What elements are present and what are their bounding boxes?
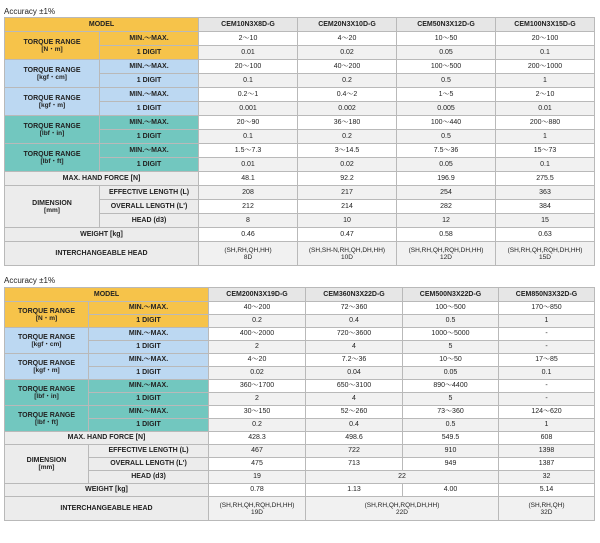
- torque-range-nm: TORQUE RANGE [N・m]: [5, 302, 89, 328]
- value-cell: 0.01: [199, 46, 298, 60]
- model-name: CEM20N3X10D-G: [298, 18, 397, 32]
- table-row: [5, 354, 595, 367]
- table-row: [5, 432, 595, 445]
- value-cell: 0.1: [199, 74, 298, 88]
- effective-length-label: EFFECTIVE LENGTH (L): [89, 445, 209, 458]
- value-cell: 0.05: [403, 367, 499, 380]
- value-cell: 384: [496, 200, 595, 214]
- value-cell: 0.002: [298, 102, 397, 116]
- interchangeable-cell: (SH,RH,QH,RQH,DH,HH) 15D: [496, 242, 595, 266]
- torque-range-kgfm: TORQUE RANGE [kgf・m]: [5, 354, 89, 380]
- digit-label: 1 DIGIT: [89, 419, 209, 432]
- model-name: CEM200N3X19D-G: [209, 288, 306, 302]
- table-row: [5, 88, 595, 102]
- value-cell: 10: [298, 214, 397, 228]
- value-cell: 5: [403, 393, 499, 406]
- value-cell: 4.00: [403, 484, 499, 497]
- digit-label: 1 DIGIT: [89, 393, 209, 406]
- value-cell: 1387: [499, 458, 595, 471]
- table-row: [5, 419, 595, 432]
- digit-label: 1 DIGIT: [100, 158, 199, 172]
- value-cell: 1.5～7.3: [199, 144, 298, 158]
- table-row: [5, 116, 595, 130]
- value-cell: 650～3100: [306, 380, 403, 393]
- min-max-label: MIN.～MAX.: [89, 406, 209, 419]
- value-cell: 400～2000: [209, 328, 306, 341]
- weight-label: WEIGHT [kg]: [5, 228, 199, 242]
- value-cell: 0.2: [209, 419, 306, 432]
- value-cell: 217: [298, 186, 397, 200]
- table-row: [5, 242, 595, 266]
- value-cell: 0.1: [199, 130, 298, 144]
- value-cell: 0.4: [306, 419, 403, 432]
- value-cell: 0.05: [397, 46, 496, 60]
- torque-range-lbfft: TORQUE RANGE [lbf・ft]: [5, 144, 100, 172]
- value-cell: 36～180: [298, 116, 397, 130]
- torque-range-nm: TORQUE RANGE [N・m]: [5, 32, 100, 60]
- value-cell: 0.47: [298, 228, 397, 242]
- max-hand-force-label: MAX. HAND FORCE [N]: [5, 172, 199, 186]
- value-cell: 100～440: [397, 116, 496, 130]
- table-row: [5, 302, 595, 315]
- value-cell: 20～100: [199, 60, 298, 74]
- min-max-label: MIN.～MAX.: [89, 380, 209, 393]
- value-cell: 124～620: [499, 406, 595, 419]
- value-cell: 0.78: [209, 484, 306, 497]
- spec-table-2: [4, 287, 595, 521]
- value-cell: 890～4400: [403, 380, 499, 393]
- value-cell: 72～360: [306, 302, 403, 315]
- model-name: CEM100N3X15D-G: [496, 18, 595, 32]
- digit-label: 1 DIGIT: [100, 130, 199, 144]
- digit-label: 1 DIGIT: [89, 315, 209, 328]
- value-cell: 8: [199, 214, 298, 228]
- value-cell: 15～73: [496, 144, 595, 158]
- table-row: [5, 471, 595, 484]
- digit-label: 1 DIGIT: [89, 367, 209, 380]
- value-cell: 4: [306, 341, 403, 354]
- interchangeable-head-label: INTERCHANGEABLE HEAD: [5, 497, 209, 521]
- table-row: [5, 228, 595, 242]
- min-max-label: MIN.～MAX.: [100, 88, 199, 102]
- torque-range-lbfin: TORQUE RANGE [lbf・in]: [5, 116, 100, 144]
- value-cell: 100～500: [403, 302, 499, 315]
- value-cell: 0.58: [397, 228, 496, 242]
- torque-range-lbfft: TORQUE RANGE [lbf・ft]: [5, 406, 89, 432]
- value-cell: 608: [499, 432, 595, 445]
- digit-label: 1 DIGIT: [100, 46, 199, 60]
- torque-range-lbfin: TORQUE RANGE [lbf・in]: [5, 380, 89, 406]
- value-cell: 2: [209, 393, 306, 406]
- value-cell: 1.13: [306, 484, 403, 497]
- value-cell: -: [499, 341, 595, 354]
- value-cell: 12: [397, 214, 496, 228]
- torque-range-kgfcm: TORQUE RANGE [kgf・cm]: [5, 328, 89, 354]
- dimension-label: DIMENSION [mm]: [5, 445, 89, 484]
- value-cell: -: [499, 380, 595, 393]
- model-name: CEM360N3X22D-G: [306, 288, 403, 302]
- value-cell: 0.5: [397, 74, 496, 88]
- table-row: [5, 380, 595, 393]
- model-name: CEM10N3X8D-G: [199, 18, 298, 32]
- value-cell: 1: [496, 74, 595, 88]
- min-max-label: MIN.～MAX.: [100, 60, 199, 74]
- value-cell: 720～3600: [306, 328, 403, 341]
- value-cell: 713: [306, 458, 403, 471]
- value-cell: 722: [306, 445, 403, 458]
- interchangeable-cell: (SH,RH,QH,HH) 8D: [199, 242, 298, 266]
- value-cell: 498.6: [306, 432, 403, 445]
- value-cell: 92.2: [298, 172, 397, 186]
- table-row: [5, 18, 595, 32]
- value-cell: 100～500: [397, 60, 496, 74]
- value-cell: 360～1700: [209, 380, 306, 393]
- value-cell: 10～50: [397, 32, 496, 46]
- table-row: [5, 497, 595, 521]
- value-cell: 0.04: [306, 367, 403, 380]
- min-max-label: MIN.～MAX.: [100, 144, 199, 158]
- value-cell: 0.02: [298, 46, 397, 60]
- value-cell: 15: [496, 214, 595, 228]
- value-cell: 1000～5000: [403, 328, 499, 341]
- value-cell: 40～200: [209, 302, 306, 315]
- value-cell: 0.2: [209, 315, 306, 328]
- value-cell: 949: [403, 458, 499, 471]
- min-max-label: MIN.～MAX.: [89, 328, 209, 341]
- value-cell: 4: [306, 393, 403, 406]
- value-cell: 73～360: [403, 406, 499, 419]
- min-max-label: MIN.～MAX.: [100, 32, 199, 46]
- table-row: [5, 32, 595, 46]
- interchangeable-cell: (SH,SH-N,RH,QH,DH,HH) 10D: [298, 242, 397, 266]
- table-row: [5, 367, 595, 380]
- value-cell: 910: [403, 445, 499, 458]
- table-row: [5, 484, 595, 497]
- value-cell: 32: [499, 471, 595, 484]
- value-cell: 275.5: [496, 172, 595, 186]
- interchangeable-cell: (SH,RH,QH,RQH,DH,HH) 22D: [306, 497, 499, 521]
- value-cell: 1: [496, 130, 595, 144]
- value-cell: 0.46: [199, 228, 298, 242]
- value-cell: 52～260: [306, 406, 403, 419]
- value-cell: 1: [499, 419, 595, 432]
- value-cell: 0.63: [496, 228, 595, 242]
- value-cell: 196.9: [397, 172, 496, 186]
- model-name: CEM500N3X22D-G: [403, 288, 499, 302]
- max-hand-force-label: MAX. HAND FORCE [N]: [5, 432, 209, 445]
- value-cell: 1398: [499, 445, 595, 458]
- value-cell: 0.2～1: [199, 88, 298, 102]
- accuracy-label-1: Accuracy ±1%: [4, 7, 56, 16]
- value-cell: 1: [499, 315, 595, 328]
- digit-label: 1 DIGIT: [100, 74, 199, 88]
- head-label: HEAD (d3): [100, 214, 199, 228]
- value-cell: 40～200: [298, 60, 397, 74]
- value-cell: 7.2～36: [306, 354, 403, 367]
- effective-length-label: EFFECTIVE LENGTH (L): [100, 186, 199, 200]
- accuracy-label-2: Accuracy ±1%: [4, 276, 56, 285]
- digit-label: 1 DIGIT: [100, 102, 199, 116]
- value-cell: 0.01: [199, 158, 298, 172]
- weight-label: WEIGHT [kg]: [5, 484, 209, 497]
- value-cell: 4～20: [209, 354, 306, 367]
- value-cell: 2～10: [496, 88, 595, 102]
- value-cell: 22: [306, 471, 499, 484]
- value-cell: 282: [397, 200, 496, 214]
- min-max-label: MIN.～MAX.: [89, 354, 209, 367]
- value-cell: 475: [209, 458, 306, 471]
- value-cell: 1～5: [397, 88, 496, 102]
- model-header: MODEL: [5, 288, 209, 302]
- value-cell: 0.5: [403, 315, 499, 328]
- value-cell: 0.005: [397, 102, 496, 116]
- value-cell: 0.001: [199, 102, 298, 116]
- value-cell: 2: [209, 341, 306, 354]
- table-row: [5, 186, 595, 200]
- table-row: [5, 458, 595, 471]
- overall-length-label: OVERALL LENGTH (L'): [100, 200, 199, 214]
- value-cell: 170～850: [499, 302, 595, 315]
- model-header: MODEL: [5, 18, 199, 32]
- value-cell: -: [499, 328, 595, 341]
- model-name: CEM850N3X32D-G: [499, 288, 595, 302]
- dimension-label: DIMENSION [mm]: [5, 186, 100, 228]
- value-cell: 0.01: [496, 102, 595, 116]
- value-cell: 549.5: [403, 432, 499, 445]
- value-cell: 0.05: [397, 158, 496, 172]
- value-cell: 20～100: [496, 32, 595, 46]
- torque-range-kgfcm: TORQUE RANGE [kgf・cm]: [5, 60, 100, 88]
- value-cell: 212: [199, 200, 298, 214]
- value-cell: 2～10: [199, 32, 298, 46]
- value-cell: 363: [496, 186, 595, 200]
- table-row: [5, 445, 595, 458]
- value-cell: 467: [209, 445, 306, 458]
- digit-label: 1 DIGIT: [89, 341, 209, 354]
- head-label: HEAD (d3): [89, 471, 209, 484]
- value-cell: 0.02: [298, 158, 397, 172]
- value-cell: 214: [298, 200, 397, 214]
- table-row: [5, 144, 595, 158]
- overall-length-label: OVERALL LENGTH (L'): [89, 458, 209, 471]
- value-cell: 3～14.5: [298, 144, 397, 158]
- value-cell: 0.02: [209, 367, 306, 380]
- table-row: [5, 172, 595, 186]
- value-cell: 0.2: [298, 74, 397, 88]
- interchangeable-cell: (SH,RH,QH,RQH,DH,HH) 19D: [209, 497, 306, 521]
- value-cell: 7.5～36: [397, 144, 496, 158]
- value-cell: 17～85: [499, 354, 595, 367]
- torque-range-kgfm: TORQUE RANGE [kgf・m]: [5, 88, 100, 116]
- value-cell: 20～90: [199, 116, 298, 130]
- model-name: CEM50N3X12D-G: [397, 18, 496, 32]
- table-row: [5, 328, 595, 341]
- value-cell: 208: [199, 186, 298, 200]
- value-cell: 4～20: [298, 32, 397, 46]
- value-cell: 0.1: [496, 46, 595, 60]
- value-cell: 19: [209, 471, 306, 484]
- value-cell: 0.4～2: [298, 88, 397, 102]
- value-cell: 0.5: [403, 419, 499, 432]
- value-cell: 0.1: [499, 367, 595, 380]
- value-cell: 200～880: [496, 116, 595, 130]
- value-cell: 200～1000: [496, 60, 595, 74]
- value-cell: 0.1: [496, 158, 595, 172]
- value-cell: 5: [403, 341, 499, 354]
- table-row: [5, 288, 595, 302]
- value-cell: 5.14: [499, 484, 595, 497]
- value-cell: 428.3: [209, 432, 306, 445]
- value-cell: 0.4: [306, 315, 403, 328]
- table-row: [5, 393, 595, 406]
- table-row: [5, 315, 595, 328]
- value-cell: 48.1: [199, 172, 298, 186]
- spec-table-1: [4, 17, 595, 266]
- min-max-label: MIN.～MAX.: [100, 116, 199, 130]
- value-cell: -: [499, 393, 595, 406]
- value-cell: 0.2: [298, 130, 397, 144]
- value-cell: 10～50: [403, 354, 499, 367]
- table-row: [5, 341, 595, 354]
- interchangeable-cell: (SH,RH,QH) 32D: [499, 497, 595, 521]
- value-cell: 0.5: [397, 130, 496, 144]
- table-row: [5, 60, 595, 74]
- interchangeable-cell: (SH,RH,QH,RQH,DH,HH) 12D: [397, 242, 496, 266]
- value-cell: 30～150: [209, 406, 306, 419]
- value-cell: 254: [397, 186, 496, 200]
- interchangeable-head-label: INTERCHANGEABLE HEAD: [5, 242, 199, 266]
- table-row: [5, 406, 595, 419]
- min-max-label: MIN.～MAX.: [89, 302, 209, 315]
